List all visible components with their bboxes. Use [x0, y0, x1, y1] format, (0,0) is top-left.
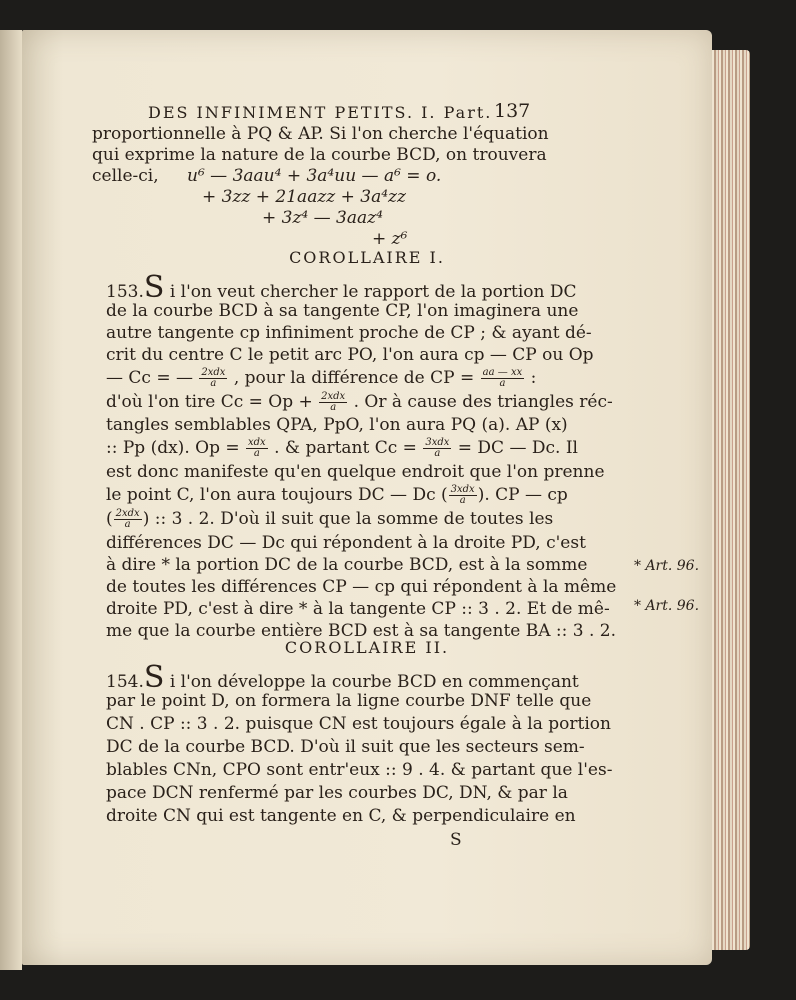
text-segment: = DC — Dc. Il [457, 438, 578, 458]
article-number: 154. [106, 672, 144, 692]
text-line [106, 485, 568, 506]
text-line: celle-ci, [92, 166, 159, 186]
text-line [106, 392, 613, 413]
book-page [22, 30, 712, 965]
text-segment: le point C, l'on aura toujours DC — Dc ( [106, 485, 448, 505]
text-line: qui exprime la nature de la courbe BCD, on trouvera [92, 145, 547, 165]
text-line: autre tangente cp infiniment proche de CP ; & ayant dé- [106, 323, 592, 343]
text-segment: :: Pp (dx). Op = [106, 438, 240, 458]
fraction [319, 392, 347, 413]
text-segment: ). CP — cp [477, 485, 568, 505]
text-segment: ( [106, 509, 113, 529]
text-line: pace DCN renfermé par les courbes DC, DN, & par la [106, 783, 568, 803]
fraction-denominator: a [330, 402, 337, 413]
fraction-denominator: a [459, 495, 466, 506]
equation-line: + 3z⁴ — 3aaz⁴ [262, 208, 383, 228]
text-line: i l'on développe la courbe BCD en commençant [169, 672, 579, 692]
drop-cap: S [143, 270, 165, 305]
text-line: est donc manifeste qu'en quelque endroit que l'on prenne [106, 462, 605, 482]
text-line [106, 509, 553, 530]
previous-page-edge [0, 30, 22, 970]
fraction [114, 509, 142, 530]
page-number: 137 [494, 100, 531, 122]
section-title: COROLLAIRE I. [289, 248, 445, 267]
fraction-numerator: 3xdx [450, 484, 475, 495]
fraction-denominator: a [210, 378, 217, 389]
paragraph-first-line [106, 660, 579, 695]
text-line: par le point D, on formera la ligne courbe DNF telle que [106, 691, 592, 711]
text-line: i l'on veut chercher le rapport de la portion DC [169, 282, 577, 302]
margin-note: * Art. 96. [634, 558, 700, 574]
text-line [106, 368, 536, 389]
signature-mark: S [450, 830, 462, 850]
fraction-numerator: 3xdx [425, 437, 450, 448]
text-line: proportionnelle à PQ & AP. Si l'on cherche l'équation [92, 124, 549, 144]
fraction-numerator: 2xdx [321, 391, 346, 402]
text-line: à dire * la portion DC de la courbe BCD, est à la somme [106, 555, 588, 575]
fraction-numerator: xdx [248, 437, 266, 448]
equation-line: + z⁶ [372, 229, 408, 249]
paragraph-first-line [106, 270, 577, 305]
text-segment: ) :: 3 . 2. D'où il suit que la somme de toutes les [142, 509, 554, 529]
fraction-numerator: 2xdx [115, 508, 140, 519]
section-title: COROLLAIRE II. [284, 638, 450, 657]
article-number: 153. [106, 282, 144, 302]
running-title: DES INFINIMENT PETITS. I. Part. [148, 103, 493, 122]
text-line: différences DC — Dc qui répondent à la droite PD, c'est [106, 533, 586, 553]
text-line: tangles semblables QPA, PpO, l'on aura PQ (a). AP (x) [106, 415, 568, 435]
fraction [481, 368, 525, 389]
text-line: blables CNn, CPO sont entr'eux :: 9 . 4. & partant que l'es- [106, 760, 613, 780]
fraction [423, 438, 451, 459]
text-line: droite PD, c'est à dire * à la tangente CP :: 3 . 2. Et de mê- [106, 599, 610, 619]
fraction-numerator: aa — xx [482, 367, 523, 378]
text-segment: : [530, 368, 537, 388]
text-line: droite CN qui est tangente en C, & perpendiculaire en [106, 806, 576, 826]
fraction-denominator: a [124, 519, 131, 530]
text-segment: . & partant Cc = [274, 438, 417, 458]
fraction [449, 485, 477, 506]
text-segment: . Or à cause des triangles réc- [353, 392, 613, 412]
text-line: DC de la courbe BCD. D'où il suit que les secteurs sem- [106, 737, 585, 757]
fraction [246, 438, 268, 459]
text-line: crit du centre C le petit arc PO, l'on aura cp — CP ou Op [106, 345, 594, 365]
fraction-denominator: a [253, 448, 260, 459]
text-segment: d'où l'on tire Cc = Op + [106, 392, 313, 412]
text-line: de toutes les différences CP — cp qui répondent à la même [106, 577, 617, 597]
text-line: CN . CP :: 3 . 2. puisque CN est toujours égale à la portion [106, 714, 611, 734]
equation-line: + 3zz + 21aazz + 3a⁴zz [202, 187, 406, 207]
margin-note: * Art. 96. [634, 598, 700, 614]
text-line: me que la courbe entière BCD est à sa tangente BA :: 3 . 2. [106, 621, 617, 641]
fraction-numerator: 2xdx [201, 367, 226, 378]
equation-line: u⁶ — 3aau⁴ + 3a⁴uu — a⁶ = o. [187, 166, 442, 186]
text-line [106, 438, 578, 459]
fraction-denominator: a [499, 378, 506, 389]
text-segment: — Cc = — [106, 368, 193, 388]
text-segment: , pour la différence de CP = [233, 368, 475, 388]
drop-cap: S [143, 660, 165, 695]
fraction-denominator: a [434, 448, 441, 459]
text-line: de la courbe BCD à sa tangente CP, l'on imaginera une [106, 301, 579, 321]
fraction [199, 368, 227, 389]
